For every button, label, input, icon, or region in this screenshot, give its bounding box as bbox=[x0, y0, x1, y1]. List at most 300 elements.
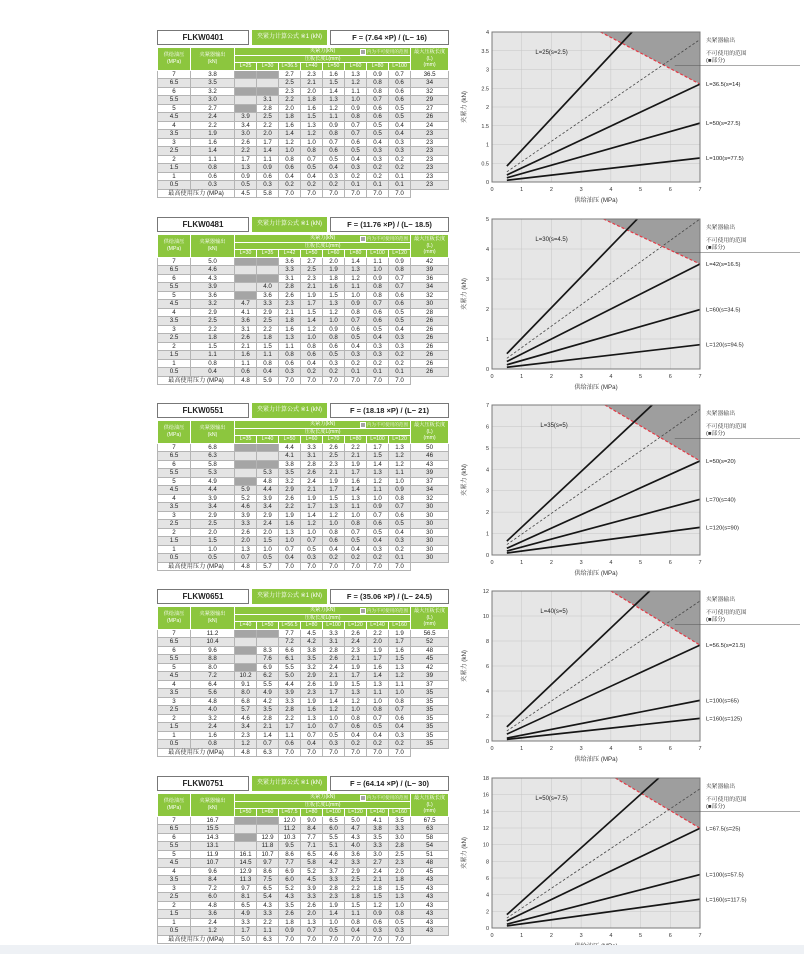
force-value-cell: 2.3 bbox=[389, 859, 411, 868]
max-plate-cell: 45 bbox=[411, 655, 449, 664]
legend-unusable-label-2: (■部分) bbox=[706, 617, 725, 623]
x-tick-label: 3 bbox=[579, 933, 583, 939]
force-value-cell: 0.6 bbox=[367, 520, 389, 529]
force-value-cell: 2.8 bbox=[257, 714, 279, 723]
force-value-cell: 0.8 bbox=[345, 918, 367, 927]
unusable-cell bbox=[235, 274, 257, 283]
max-pressure-value-cell: 4.5 bbox=[235, 189, 257, 198]
force-value-cell: 2.1 bbox=[301, 79, 323, 88]
max-plate-cell: 26 bbox=[411, 342, 449, 351]
max-pressure-value-cell: 7.0 bbox=[323, 935, 345, 944]
table-row bbox=[158, 910, 449, 919]
plate-length-col-header: L=100 bbox=[367, 250, 389, 258]
output-cell: 0.4 bbox=[191, 368, 235, 377]
plate-length-col-header: L=50 bbox=[257, 622, 279, 630]
max-pressure-value-cell: 7.0 bbox=[367, 935, 389, 944]
force-value-cell: 2.7 bbox=[367, 859, 389, 868]
force-value-cell: 2.7 bbox=[279, 70, 301, 79]
force-value-cell: 0.6 bbox=[389, 79, 411, 88]
pressure-cell: 5 bbox=[158, 850, 191, 859]
force-value-cell: 1.9 bbox=[389, 629, 411, 638]
output-cell: 1.9 bbox=[191, 130, 235, 139]
plate-length-col-header: L=120 bbox=[389, 436, 411, 444]
plate-length-col-header: L=60 bbox=[323, 250, 345, 258]
output-cell: 4.0 bbox=[191, 706, 235, 715]
force-value-cell: 1.3 bbox=[389, 893, 411, 902]
legend-unusable-label: 不可使用的范围 bbox=[706, 610, 747, 616]
force-value-cell: 2.2 bbox=[345, 884, 367, 893]
unusable-note bbox=[360, 795, 408, 801]
force-value-cell: 1.0 bbox=[257, 545, 279, 554]
output-cell: 4.9 bbox=[191, 477, 235, 486]
force-value-cell: 1.9 bbox=[279, 511, 301, 520]
plate-length-col-header: L=70 bbox=[323, 436, 345, 444]
table-body bbox=[158, 443, 449, 571]
max-plate-cell: 34 bbox=[411, 486, 449, 495]
gray-swatch-icon bbox=[360, 795, 366, 801]
force-value-cell: 6.5 bbox=[301, 850, 323, 859]
output-cell: 0.8 bbox=[191, 359, 235, 368]
max-plate-cell: 63 bbox=[411, 825, 449, 834]
force-value-cell: 1.0 bbox=[323, 520, 345, 529]
force-value-cell: 1.1 bbox=[279, 731, 301, 740]
force-value-cell: 1.7 bbox=[279, 723, 301, 732]
force-value-cell: 1.2 bbox=[323, 511, 345, 520]
force-value-cell: 3.3 bbox=[279, 697, 301, 706]
y-tick-label: 2 bbox=[485, 909, 489, 916]
force-value-cell: 5.0 bbox=[279, 672, 301, 681]
force-value-cell: 0.3 bbox=[279, 368, 301, 377]
max-plate-header-line: (L) bbox=[426, 428, 433, 435]
table-row bbox=[158, 859, 449, 868]
max-plate-cell: 39 bbox=[411, 672, 449, 681]
force-value-cell: 0.3 bbox=[389, 927, 411, 936]
table-row bbox=[158, 816, 449, 825]
formula-badge: 夹紧力计算公式 ※1 (kN) bbox=[252, 776, 327, 791]
formula-text: F = (11.76 ×P) / (L− 18.5) bbox=[330, 217, 449, 232]
force-value-cell: 0.9 bbox=[345, 104, 367, 113]
force-value-cell: 2.3 bbox=[323, 893, 345, 902]
max-pressure-label-cell: 最高使用压力 (MPa) bbox=[158, 562, 235, 571]
plate-length-col-header: L=100 bbox=[323, 622, 345, 630]
force-value-cell: 4.6 bbox=[323, 850, 345, 859]
max-pressure-value-cell: 7.0 bbox=[323, 562, 345, 571]
force-value-cell: 0.2 bbox=[389, 545, 411, 554]
force-value-cell: 2.6 bbox=[345, 629, 367, 638]
output-cell: 15.5 bbox=[191, 825, 235, 834]
output-header-line: (kN) bbox=[207, 617, 218, 624]
y-tick-label: 5 bbox=[485, 445, 489, 452]
force-value-cell: 8.0 bbox=[235, 689, 257, 698]
plate-length-col-header: L=40 bbox=[235, 622, 257, 630]
force-value-cell: 0.4 bbox=[323, 164, 345, 173]
force-value-cell: 3.0 bbox=[389, 833, 411, 842]
unusable-cell bbox=[235, 842, 257, 851]
head-row-1 bbox=[158, 794, 449, 802]
unusable-cell bbox=[235, 477, 257, 486]
force-value-cell: 8.3 bbox=[257, 646, 279, 655]
force-value-cell: 3.3 bbox=[235, 918, 257, 927]
y-tick-label: 0 bbox=[485, 367, 489, 373]
force-header-cell bbox=[235, 421, 411, 429]
max-pressure-value-cell: 7.0 bbox=[279, 562, 301, 571]
unusable-cell bbox=[235, 87, 257, 96]
force-value-cell: 4.1 bbox=[235, 308, 257, 317]
force-value-cell: 1.5 bbox=[301, 113, 323, 122]
blank-cell bbox=[411, 562, 449, 571]
chart-block bbox=[458, 213, 804, 408]
force-value-cell: 5.7 bbox=[235, 706, 257, 715]
table-row bbox=[158, 138, 449, 147]
force-value-cell: 0.2 bbox=[367, 359, 389, 368]
force-value-cell: 3.2 bbox=[301, 663, 323, 672]
force-value-cell: 0.5 bbox=[389, 520, 411, 529]
plate-length-col-header: L=120 bbox=[389, 250, 411, 258]
force-value-cell: 5.9 bbox=[235, 486, 257, 495]
plate-length-col-header: L=100 bbox=[367, 436, 389, 444]
max-plate-cell: 39 bbox=[411, 469, 449, 478]
plate-length-col-header: L=40 bbox=[301, 63, 323, 71]
plate-length-col-header: L=30 bbox=[257, 63, 279, 71]
right-series-label: L=100(s=77.5) bbox=[706, 156, 744, 162]
y-tick-label: 2 bbox=[485, 105, 489, 111]
force-value-cell: 0.7 bbox=[235, 554, 257, 563]
pressure-header-cell bbox=[158, 235, 191, 258]
force-value-cell: 1.4 bbox=[323, 910, 345, 919]
force-value-cell: 1.8 bbox=[279, 317, 301, 326]
force-value-cell: 0.2 bbox=[345, 172, 367, 181]
force-value-cell: 3.1 bbox=[257, 96, 279, 105]
y-tick-label: 6 bbox=[485, 424, 489, 431]
force-value-cell: 3.0 bbox=[235, 130, 257, 139]
force-value-cell: 2.3 bbox=[301, 70, 323, 79]
force-value-cell: 0.7 bbox=[301, 927, 323, 936]
max-plate-cell: 28 bbox=[411, 308, 449, 317]
force-value-cell: 0.6 bbox=[323, 342, 345, 351]
plate-length-col-header: L=42 bbox=[279, 250, 301, 258]
force-value-cell: 3.6 bbox=[235, 317, 257, 326]
force-value-cell: 0.9 bbox=[367, 274, 389, 283]
pressure-cell: 2.5 bbox=[158, 893, 191, 902]
footer-row bbox=[158, 189, 449, 198]
blank-cell bbox=[411, 748, 449, 757]
force-value-cell: 3.3 bbox=[279, 266, 301, 275]
force-value-cell: 1.2 bbox=[279, 138, 301, 147]
pressure-cell: 6.5 bbox=[158, 266, 191, 275]
y-axis-label: 夹紧力 (kN) bbox=[461, 464, 468, 496]
formula-badge: 夹紧力计算公式 ※1 (kN) bbox=[252, 589, 327, 604]
output-cell: 3.4 bbox=[191, 503, 235, 512]
force-value-cell: 2.3 bbox=[279, 87, 301, 96]
output-cell: 3.0 bbox=[191, 96, 235, 105]
output-cell: 1.6 bbox=[191, 731, 235, 740]
force-value-cell: 11.2 bbox=[279, 825, 301, 834]
unusable-cell bbox=[257, 825, 279, 834]
force-value-cell: 0.6 bbox=[389, 87, 411, 96]
force-value-cell: 7.7 bbox=[279, 859, 301, 868]
force-value-cell: 5.0 bbox=[345, 816, 367, 825]
pressure-header-line: 供给油压 bbox=[163, 425, 185, 432]
table-row bbox=[158, 155, 449, 164]
y-tick-label: 2 bbox=[485, 307, 489, 313]
force-value-cell: 0.5 bbox=[389, 113, 411, 122]
force-value-cell: 1.6 bbox=[367, 663, 389, 672]
output-header-line: 夹紧器输出 bbox=[199, 798, 226, 805]
force-value-cell: 3.8 bbox=[367, 825, 389, 834]
force-value-cell: 0.9 bbox=[235, 172, 257, 181]
force-value-cell: 0.3 bbox=[389, 537, 411, 546]
unusable-cell bbox=[235, 266, 257, 275]
pressure-cell: 3.5 bbox=[158, 876, 191, 885]
force-value-cell: 3.8 bbox=[279, 460, 301, 469]
force-value-cell: 2.1 bbox=[345, 655, 367, 664]
max-pressure-value-cell: 7.0 bbox=[367, 376, 389, 385]
table-body bbox=[158, 629, 449, 757]
force-value-cell: 4.4 bbox=[279, 443, 301, 452]
max-plate-cell: 23 bbox=[411, 164, 449, 173]
output-header-line: (kN) bbox=[207, 245, 218, 252]
force-header-cell bbox=[235, 235, 411, 243]
y-tick-label: 2.5 bbox=[481, 86, 489, 93]
x-tick-label: 1 bbox=[520, 560, 524, 566]
force-value-cell: 1.2 bbox=[345, 274, 367, 283]
x-tick-label: 5 bbox=[639, 187, 643, 193]
y-tick-label: 10 bbox=[482, 614, 489, 620]
pressure-cell: 2 bbox=[158, 714, 191, 723]
force-value-cell: 1.8 bbox=[301, 96, 323, 105]
unusable-cell bbox=[257, 460, 279, 469]
pressure-cell: 7 bbox=[158, 257, 191, 266]
y-tick-label: 8 bbox=[485, 639, 489, 645]
max-plate-header-line: 最大压板长度 bbox=[414, 236, 446, 242]
force-value-cell: 1.9 bbox=[367, 646, 389, 655]
unusable-note bbox=[360, 422, 408, 428]
force-value-cell: 3.1 bbox=[279, 274, 301, 283]
force-value-cell: 3.9 bbox=[279, 689, 301, 698]
output-cell: 4.8 bbox=[191, 901, 235, 910]
force-value-cell: 1.2 bbox=[389, 460, 411, 469]
max-plate-cell: 42 bbox=[411, 257, 449, 266]
formula-text: F = (7.64 ×P) / (L− 16) bbox=[330, 30, 449, 45]
pressure-cell: 6.5 bbox=[158, 79, 191, 88]
force-value-cell: 0.4 bbox=[367, 537, 389, 546]
unusable-cell bbox=[257, 629, 279, 638]
max-plate-cell: 26 bbox=[411, 368, 449, 377]
force-value-cell: 3.6 bbox=[345, 850, 367, 859]
force-value-cell: 0.4 bbox=[345, 155, 367, 164]
force-value-cell: 2.1 bbox=[323, 469, 345, 478]
pressure-cell: 0.5 bbox=[158, 927, 191, 936]
force-value-cell: 4.0 bbox=[345, 842, 367, 851]
force-value-cell: 0.7 bbox=[323, 138, 345, 147]
force-value-cell: 1.4 bbox=[279, 130, 301, 139]
formula-text: F = (35.06 ×P) / (L− 24.5) bbox=[330, 589, 449, 604]
force-value-cell: 1.9 bbox=[323, 266, 345, 275]
force-value-cell: 0.7 bbox=[345, 317, 367, 326]
output-cell: 2.4 bbox=[191, 113, 235, 122]
force-header-cell bbox=[235, 48, 411, 56]
pressure-cell: 6.5 bbox=[158, 825, 191, 834]
force-value-cell: 0.2 bbox=[389, 164, 411, 173]
pressure-cell: 0.5 bbox=[158, 554, 191, 563]
right-series-label: L=120(s=90) bbox=[706, 525, 739, 532]
y-tick-label: 5 bbox=[485, 217, 489, 223]
x-tick-label: 4 bbox=[609, 374, 613, 380]
y-tick-label: 16 bbox=[482, 792, 489, 799]
max-plate-cell: 23 bbox=[411, 138, 449, 147]
x-tick-label: 1 bbox=[520, 187, 524, 193]
force-value-cell: 1.4 bbox=[257, 147, 279, 156]
output-cell: 1.1 bbox=[191, 351, 235, 360]
force-value-cell: 0.4 bbox=[301, 359, 323, 368]
pressure-cell: 2.5 bbox=[158, 334, 191, 343]
force-value-cell: 2.0 bbox=[323, 257, 345, 266]
force-value-cell: 2.6 bbox=[235, 528, 257, 537]
plate-length-col-header: L=80 bbox=[367, 63, 389, 71]
force-value-cell: 3.3 bbox=[389, 825, 411, 834]
max-pressure-value-cell: 7.0 bbox=[279, 376, 301, 385]
spec-table bbox=[157, 606, 449, 757]
force-value-cell: 0.2 bbox=[323, 554, 345, 563]
force-value-cell: 1.0 bbox=[389, 477, 411, 486]
pressure-cell: 4.5 bbox=[158, 486, 191, 495]
unusable-cell bbox=[257, 443, 279, 452]
footer-row bbox=[158, 748, 449, 757]
unusable-note bbox=[360, 236, 408, 242]
legend-output-label: 夹紧器输出 bbox=[706, 38, 735, 44]
force-value-cell: 1.3 bbox=[345, 266, 367, 275]
max-plate-header-line: (L) bbox=[426, 242, 433, 249]
y-tick-label: 14 bbox=[482, 809, 489, 816]
output-cell: 5.8 bbox=[191, 460, 235, 469]
right-series-label: L=60(s=34.5) bbox=[706, 307, 741, 314]
max-plate-cell: 54 bbox=[411, 842, 449, 851]
unusable-cell bbox=[235, 79, 257, 88]
output-cell: 3.2 bbox=[191, 714, 235, 723]
force-value-cell: 0.3 bbox=[389, 342, 411, 351]
y-tick-label: 12 bbox=[482, 589, 489, 595]
max-pressure-value-cell: 7.0 bbox=[345, 562, 367, 571]
max-plate-cell: 58 bbox=[411, 833, 449, 842]
pressure-header-line: 供给油压 bbox=[163, 611, 185, 618]
spec-table bbox=[157, 47, 449, 198]
force-value-cell: 3.1 bbox=[323, 638, 345, 647]
force-value-cell: 3.8 bbox=[301, 646, 323, 655]
plate-length-col-header: L=60 bbox=[345, 63, 367, 71]
force-value-cell: 1.0 bbox=[279, 537, 301, 546]
table-row bbox=[158, 79, 449, 88]
output-cell: 0.8 bbox=[191, 740, 235, 749]
output-cell: 11.2 bbox=[191, 629, 235, 638]
force-value-cell: 3.3 bbox=[235, 520, 257, 529]
pressure-cell: 7 bbox=[158, 70, 191, 79]
table-row bbox=[158, 121, 449, 130]
table-row bbox=[158, 172, 449, 181]
output-header-cell bbox=[191, 421, 235, 444]
x-axis-label: 供给油压 (MPa) bbox=[574, 756, 618, 763]
force-value-cell: 9.0 bbox=[301, 816, 323, 825]
force-value-cell: 5.8 bbox=[301, 859, 323, 868]
pressure-cell: 2 bbox=[158, 528, 191, 537]
force-value-cell: 3.3 bbox=[257, 300, 279, 309]
force-value-cell: 1.8 bbox=[367, 884, 389, 893]
force-value-cell: 0.7 bbox=[367, 714, 389, 723]
force-value-cell: 0.6 bbox=[279, 740, 301, 749]
pressure-header-line: (MPa) bbox=[166, 617, 182, 624]
force-value-cell: 0.3 bbox=[367, 927, 389, 936]
max-plate-cell: 43 bbox=[411, 884, 449, 893]
output-cell: 6.0 bbox=[191, 893, 235, 902]
output-cell: 1.5 bbox=[191, 537, 235, 546]
plate-length-col-header: L=50 bbox=[235, 809, 257, 817]
product-section-flkw0751 bbox=[0, 776, 804, 962]
max-pressure-value-cell: 7.0 bbox=[279, 189, 301, 198]
force-value-cell: 1.4 bbox=[345, 257, 367, 266]
y-tick-label: 0 bbox=[485, 180, 489, 186]
max-plate-cell: 27 bbox=[411, 104, 449, 113]
force-value-cell: 0.4 bbox=[389, 528, 411, 537]
force-value-cell: 10.7 bbox=[257, 850, 279, 859]
force-value-cell: 0.9 bbox=[323, 121, 345, 130]
force-value-cell: 2.3 bbox=[301, 689, 323, 698]
pressure-cell: 2 bbox=[158, 342, 191, 351]
force-value-cell: 7.2 bbox=[279, 638, 301, 647]
x-tick-label: 0 bbox=[490, 187, 494, 193]
max-pressure-value-cell: 7.0 bbox=[389, 189, 411, 198]
table-block bbox=[157, 217, 449, 385]
force-value-cell: 2.6 bbox=[279, 910, 301, 919]
plate-length-col-header: L=35 bbox=[235, 436, 257, 444]
y-tick-label: 1 bbox=[485, 142, 489, 149]
x-tick-label: 4 bbox=[609, 746, 613, 752]
output-cell: 4.6 bbox=[191, 266, 235, 275]
x-tick-label: 5 bbox=[639, 374, 643, 380]
table-row bbox=[158, 452, 449, 461]
force-value-cell: 1.3 bbox=[301, 714, 323, 723]
max-pressure-value-cell: 7.0 bbox=[345, 935, 367, 944]
output-cell: 3.2 bbox=[191, 300, 235, 309]
force-value-cell: 1.5 bbox=[323, 494, 345, 503]
force-value-cell: 6.5 bbox=[257, 884, 279, 893]
output-cell: 5.3 bbox=[191, 469, 235, 478]
output-cell: 3.2 bbox=[191, 87, 235, 96]
table-head bbox=[158, 794, 449, 817]
force-value-cell: 6.2 bbox=[257, 672, 279, 681]
table-row bbox=[158, 342, 449, 351]
force-value-cell: 0.8 bbox=[367, 283, 389, 292]
force-value-cell: 0.6 bbox=[323, 147, 345, 156]
force-value-cell: 1.6 bbox=[235, 351, 257, 360]
force-value-cell: 6.0 bbox=[323, 825, 345, 834]
output-cell: 6.8 bbox=[191, 443, 235, 452]
inplot-series-label: L=35(s=5) bbox=[540, 422, 568, 429]
force-value-cell: 0.7 bbox=[389, 706, 411, 715]
output-header-line: 夹紧器输出 bbox=[199, 425, 226, 432]
force-value-cell: 2.4 bbox=[257, 520, 279, 529]
force-value-cell: 1.5 bbox=[367, 893, 389, 902]
unusable-cell bbox=[257, 452, 279, 461]
output-cell: 8.0 bbox=[191, 663, 235, 672]
right-series-label: L=120(s=94.5) bbox=[706, 342, 744, 349]
unusable-cell bbox=[235, 443, 257, 452]
pressure-cell: 5.5 bbox=[158, 283, 191, 292]
table-block bbox=[157, 776, 449, 944]
right-series-label: L=50(s=20) bbox=[706, 458, 736, 465]
table-row bbox=[158, 283, 449, 292]
x-tick-label: 7 bbox=[698, 374, 702, 380]
plate-length-col-header: L=60 bbox=[301, 436, 323, 444]
force-value-cell: 0.8 bbox=[389, 266, 411, 275]
